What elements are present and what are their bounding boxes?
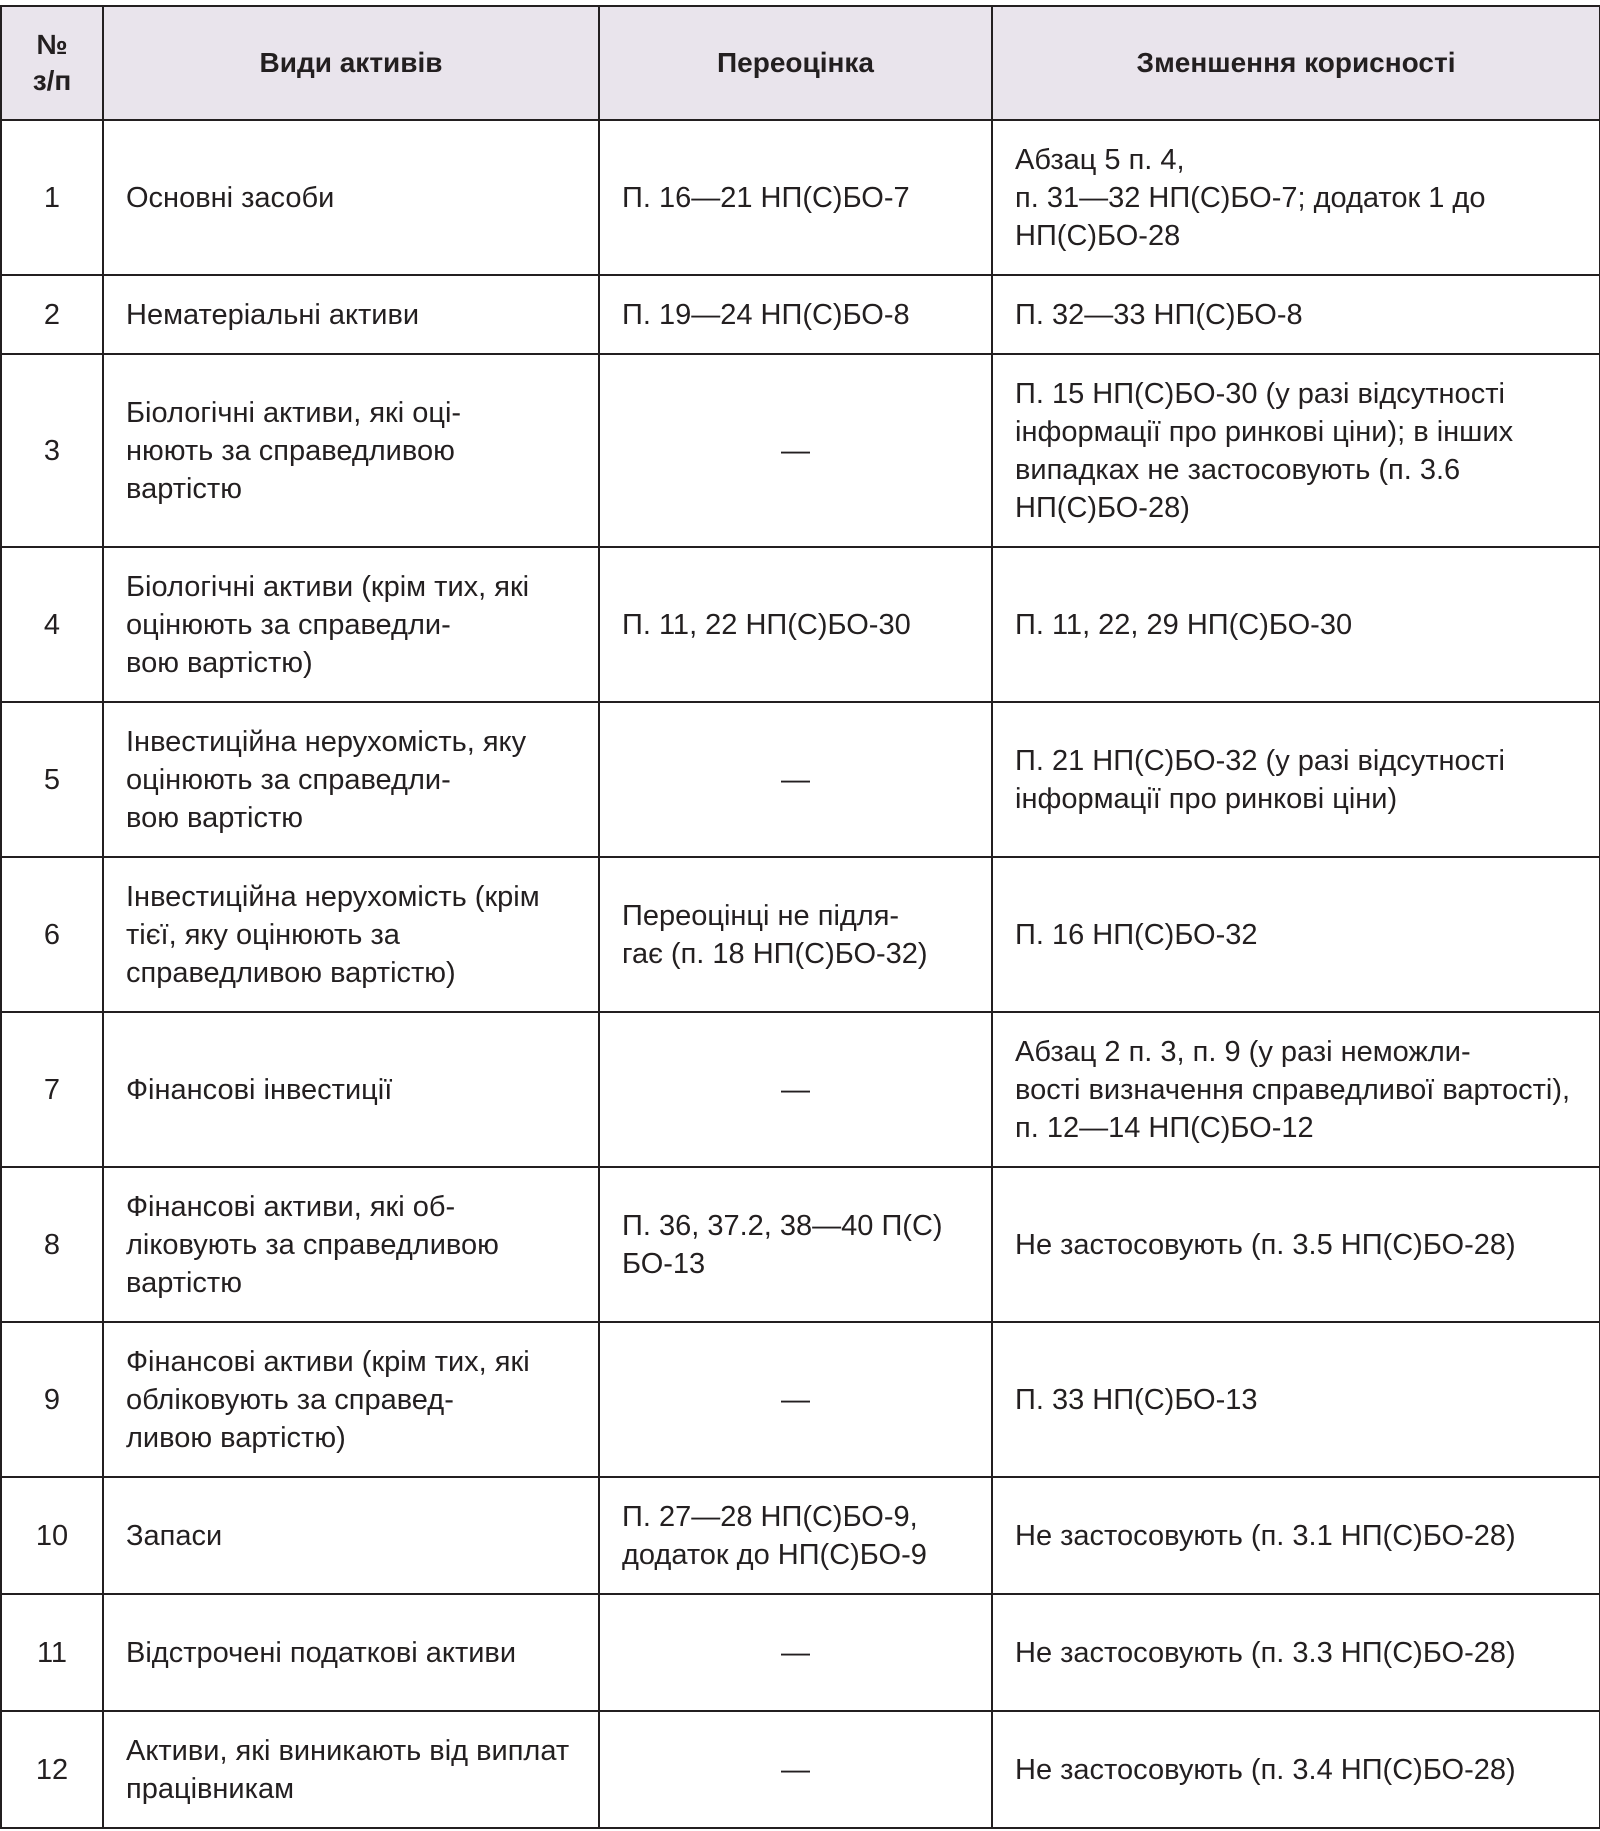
row-asset-type: Фінансові інвестиції (103, 1012, 599, 1167)
header-asset-type: Види активів (103, 6, 599, 120)
row-revaluation: — (599, 1711, 992, 1828)
row-number: 8 (1, 1167, 103, 1322)
row-number: 4 (1, 547, 103, 702)
row-impairment: Не застосовують (п. 3.5 НП(С)БО-28) (992, 1167, 1600, 1322)
row-impairment: Абзац 5 п. 4, п. 31—32 НП(С)БО-7; додаток 1 до НП(С)БО-28 (992, 120, 1600, 275)
table-row (1, 275, 1600, 354)
row-asset-type: Фінансові активи (крім тих, які обліковують за справед- ливою вартістю) (103, 1322, 599, 1477)
row-impairment: П. 33 НП(С)БО-13 (992, 1322, 1600, 1477)
table-row (1, 1711, 1600, 1828)
table-row (1, 120, 1600, 275)
table-row (1, 354, 1600, 547)
row-asset-type: Інвестиційна нерухомість, яку оцінюють за справедли- вою вартістю (103, 702, 599, 857)
header-impairment: Зменшення корисності (992, 6, 1600, 120)
row-impairment: Абзац 2 п. 3, п. 9 (у разі неможли- вості визначення справедливої вартості), п. 12—14 НП(С)БО-12 (992, 1012, 1600, 1167)
row-impairment: П. 15 НП(С)БО-30 (у разі відсутності інформації про ринкові ціни); в інших випадках не застосовують (п. 3.6 НП(С)БО-28) (992, 354, 1600, 547)
row-number: 12 (1, 1711, 103, 1828)
row-number: 7 (1, 1012, 103, 1167)
row-impairment: Не застосовують (п. 3.4 НП(С)БО-28) (992, 1711, 1600, 1828)
table-row (1, 1477, 1600, 1594)
table-row (1, 857, 1600, 1012)
row-asset-type: Нематеріальні активи (103, 275, 599, 354)
row-revaluation: — (599, 354, 992, 547)
row-number: 5 (1, 702, 103, 857)
table-row (1, 1322, 1600, 1477)
row-asset-type: Основні засоби (103, 120, 599, 275)
table-row (1, 1012, 1600, 1167)
row-number: 9 (1, 1322, 103, 1477)
row-impairment: П. 21 НП(С)БО-32 (у разі відсутності інформації про ринкові ціни) (992, 702, 1600, 857)
table-row (1, 702, 1600, 857)
row-asset-type: Відстрочені податкові активи (103, 1594, 599, 1711)
row-asset-type: Запаси (103, 1477, 599, 1594)
row-asset-type: Біологічні активи, які оці- нюють за справедливою вартістю (103, 354, 599, 547)
row-revaluation: П. 16—21 НП(С)БО-7 (599, 120, 992, 275)
row-revaluation: Переоцінці не підля- гає (п. 18 НП(С)БО-32) (599, 857, 992, 1012)
row-impairment: Не застосовують (п. 3.1 НП(С)БО-28) (992, 1477, 1600, 1594)
table-row (1, 1167, 1600, 1322)
row-revaluation: П. 27—28 НП(С)БО-9, додаток до НП(С)БО-9 (599, 1477, 992, 1594)
row-revaluation: — (599, 1594, 992, 1711)
row-revaluation: — (599, 702, 992, 857)
row-revaluation: П. 19—24 НП(С)БО-8 (599, 275, 992, 354)
row-number: 6 (1, 857, 103, 1012)
row-number: 11 (1, 1594, 103, 1711)
table-row (1, 547, 1600, 702)
table-header-row (1, 6, 1600, 120)
row-impairment: П. 16 НП(С)БО-32 (992, 857, 1600, 1012)
row-revaluation: П. 11, 22 НП(С)БО-30 (599, 547, 992, 702)
table-row (1, 1594, 1600, 1711)
row-impairment: П. 32—33 НП(С)БО-8 (992, 275, 1600, 354)
row-impairment: Не застосовують (п. 3.3 НП(С)БО-28) (992, 1594, 1600, 1711)
row-number: 2 (1, 275, 103, 354)
row-number: 10 (1, 1477, 103, 1594)
row-revaluation: П. 36, 37.2, 38—40 П(С) БО-13 (599, 1167, 992, 1322)
row-revaluation: — (599, 1012, 992, 1167)
row-asset-type: Фінансові активи, які об- ліковують за справедливою вартістю (103, 1167, 599, 1322)
header-number: № з/п (1, 6, 103, 120)
row-asset-type: Інвестиційна нерухомість (крім тієї, яку оцінюють за справедливою вартістю) (103, 857, 599, 1012)
row-number: 1 (1, 120, 103, 275)
header-revaluation: Переоцінка (599, 6, 992, 120)
row-asset-type: Активи, які виникають від виплат працівникам (103, 1711, 599, 1828)
row-asset-type: Біологічні активи (крім тих, які оцінюють за справедли- вою вартістю) (103, 547, 599, 702)
row-impairment: П. 11, 22, 29 НП(С)БО-30 (992, 547, 1600, 702)
row-number: 3 (1, 354, 103, 547)
assets-table (0, 5, 1600, 1829)
row-revaluation: — (599, 1322, 992, 1477)
